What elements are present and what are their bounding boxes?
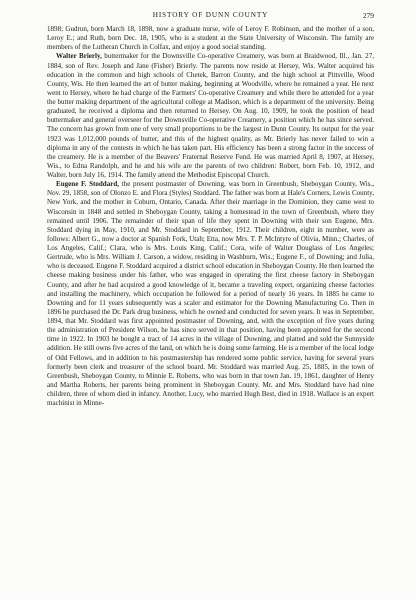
paragraph-continuation bbox=[47, 25, 374, 52]
paragraph-text: 1898; Gudrun, born March 18, 1898, now a graduate nurse, wife of Leroy F. Robinson, and the mother of a son, Leroy E.; and Ruth, born Dec. 18, 1905, who is a student at the State University of Wisconsin. The family are members of the Lutheran Church in Colfax, and enjoy a good social standing. bbox=[47, 25, 374, 52]
biography-name: Walter Brierly, bbox=[56, 52, 102, 61]
running-head: HISTORY OF DUNN COUNTY bbox=[152, 11, 269, 19]
page-header bbox=[47, 11, 374, 23]
paragraph-text: the present postmaster of Downing, was born in Greenbush, Sheboygan County, Wis., Nov. 29, 1858, son of Olonzo E. and Flora (Styles) Stoddard. The father was born at Hale's Corners, Lewis County, New York, and the mother in Coburn, Ontario, Canada. After their marriage in the Dominion, they came west to Wisconsin in 1848 and settled in Sheboygan County, taking a homestead in the town of Greenbush, where they remained until 1906. The remainder of their span of life they spent in Downing with their son Eugene, Mrs. Stoddard dying in May, 1910, and Mr. Stoddard in September, 1912. Their children, eight in number, were as follows: Albert G., now a doctor at Spanish Fork, Utah; Etta, now Mrs. T. P. McIntyre of Olivia, Minn.; Charles, of Los Angeles, Calif.; Clara, who is Mrs. Louis King, Calif.; Cora, wife of Walter Douglass of Los Angeles; Gertrude, who is Mrs. William J. Carson, a widow, residing in Washburn, Wis.; Eugene F., of Downing; and Julia, who is deceased. Eugene F. Stoddard acquired a district school education in Sheboygan County. He then learned the cheese making business under his father, who was engaged in operating the first cheese factory in Sheboygan County, and after he had acquired a good knowledge of it, became a traveling expert, organizing cheese factories and installing the machinery, which occupation he followed for a period of nearly 16 years. In 1885 he came to Downing and for 11 years subsequently was a scaler and estimator for the Downing Manufacturing Co. Then in 1896 he purchased the Dr. Park drug business, which he owned and conducted for seven years. It was in September, 1894, that Mr. Stoddard was first appointed postmaster of Downing, and, with the exception of five years during the administration of President Wilson, he has since served in that position, having been appointed for the second time in 1922. In 1903 he bought a tract of 14 acres in the village of Downing, and platted and sold the Sunnyside addition. He still owns five acres of the land, on which he is doing some farming. He is a member of the local lodge of Odd Fellows, and in addition to his postmastership has rendered some public service, having for several years formerly been clerk and treasurer of the school board. Mr. Stoddard was married Aug. 25, 1885, in the town of Greenbush, Sheboygan County, to Minnie E. Roberts, who was born in that town Jan. 19, 1861, daughter of Henry and Martha Roberts, her parents being prominent in Sheboygan County. Mr. and Mrs. Stoddard have had nine children, three of whom died in infancy. Another, Lucy, who married Hugh Best, died in 1918. Wallace is an expert machinist in Minne- bbox=[47, 180, 374, 408]
biography-walter-brierly bbox=[47, 52, 374, 180]
page-number: 279 bbox=[362, 11, 374, 20]
biography-eugene-stoddard bbox=[47, 180, 374, 408]
biography-name: Eugene F. Stoddard, bbox=[56, 180, 120, 189]
paragraph-text: buttermaker for the Downsville Co-operative Creamery, was born at Braidwood, Ill., Jan. 27, 1884, son of Rev. Joseph and Jane (Fisher) Brierly. The parents now reside at Hersey, Wis. Walter acquired his education in the common and high schools of Chetek, Barron County, and the high school at Pittsville, Wood County, Wis. He then learned the art of butter making, beginning at Woodville, where he remained a year. He next went to Hersey, where he had charge of the Farmers' Co-operative Creamery and while there he attended for a year the butter making department of the agricultural college at Madison, which is a department of the university. Being graduated, he received a diploma and then returned to Hersey. On Aug. 10, 1909, he took the position of head buttermaker and general overseer for the Downsville Co-operative Creamery, a position which he has since served. The concern has grown from one of very small proportions to be the largest in Dunn County. Its output for the year 1923 was 1,012,000 pounds of butter, and this of the highest quality, as Mr. Brierly has never failed to win a diploma in any of the contests in which he has taken part. His efficiency has been a strong factor in the success of the creamery. He is a member of the Beavers' Fraternal Reserve Fund. He was married April 8, 1907, at Hersey, Wis., to Edna Randolph, and he and his wife are the parents of two children: Robert, born Feb. 10, 1912, and Walter, born July 16, 1914. The family attend the Methodist Episcopal Church. bbox=[47, 52, 374, 179]
body-text bbox=[47, 25, 374, 408]
